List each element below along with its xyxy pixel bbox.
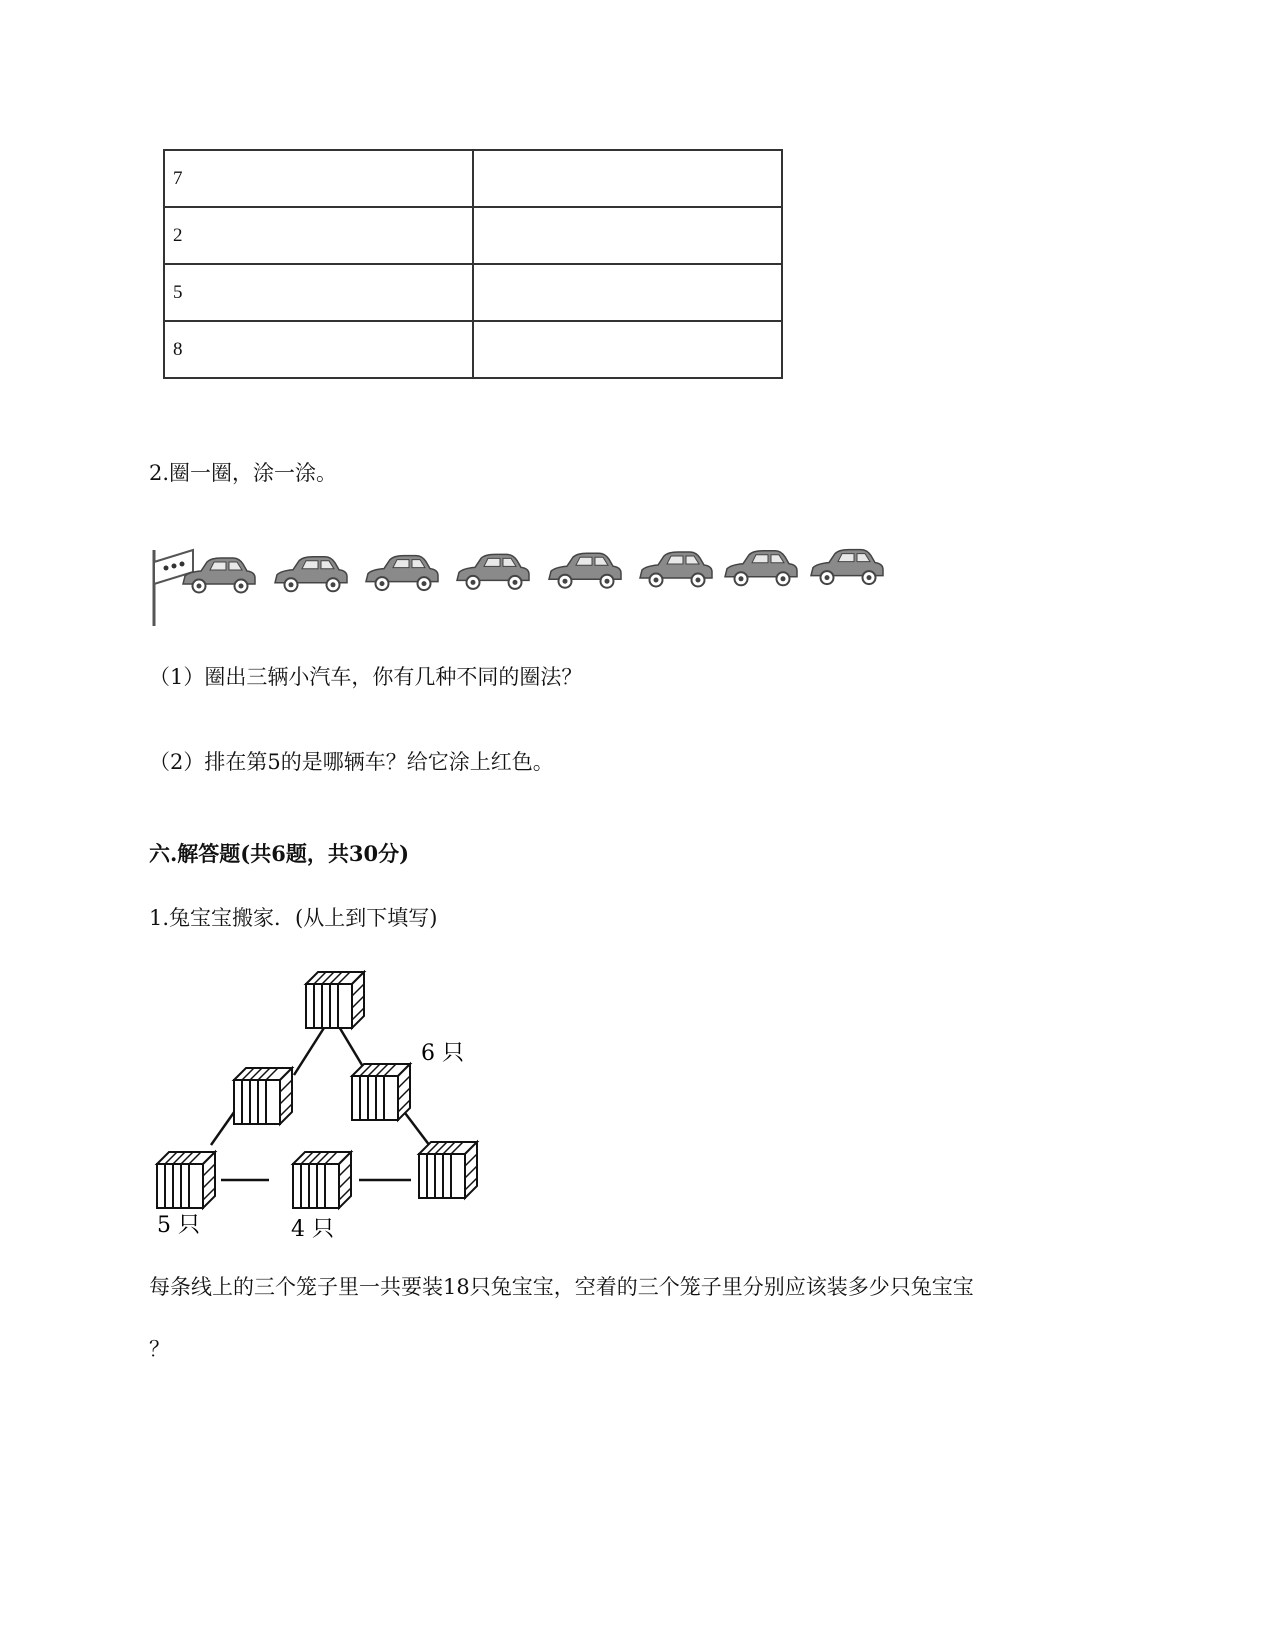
table-cell bbox=[473, 321, 782, 378]
table-cell: 7 bbox=[164, 150, 473, 207]
cage-label-bottom-left: 5 只 bbox=[157, 1213, 200, 1238]
cage-mid-left bbox=[234, 1068, 292, 1124]
cages-diagram bbox=[149, 970, 489, 1240]
question-1-text-end: ？ bbox=[149, 1337, 170, 1361]
table-cell bbox=[473, 207, 782, 264]
cage-bottom-right bbox=[419, 1142, 477, 1198]
table-row bbox=[164, 264, 782, 321]
traffic-light-icon bbox=[154, 550, 193, 626]
question-1-title: 1.兔宝宝搬家．(从上到下填写) bbox=[149, 906, 438, 930]
table-row bbox=[164, 321, 782, 378]
car-icon bbox=[811, 550, 883, 585]
table-row bbox=[164, 150, 782, 207]
number-table bbox=[163, 149, 783, 379]
car-icon bbox=[640, 552, 712, 587]
cage-mid-right bbox=[352, 1064, 410, 1120]
cage-bottom-mid bbox=[293, 1152, 351, 1208]
table-cell bbox=[473, 264, 782, 321]
cage-top bbox=[306, 972, 364, 1028]
car-icon bbox=[275, 557, 347, 592]
car-icon bbox=[366, 556, 438, 591]
cage-label-right-mid: 6 只 bbox=[421, 1041, 464, 1066]
question-2-sub1: （1）圈出三辆小汽车，你有几种不同的圈法？ bbox=[149, 665, 583, 689]
table-row bbox=[164, 207, 782, 264]
car-icon bbox=[549, 553, 621, 588]
section-heading: 六.解答题(共6题，共30分) bbox=[149, 841, 410, 866]
question-1-text: 每条线上的三个笼子里一共要装18只兔宝宝，空着的三个笼子里分别应该装多少只兔宝宝 bbox=[149, 1275, 974, 1299]
question-2-sub2: （2）排在第5的是哪辆车？给它涂上红色。 bbox=[149, 750, 554, 774]
table-cell: 5 bbox=[164, 264, 473, 321]
cage-bottom-left bbox=[157, 1152, 215, 1208]
car-icon bbox=[725, 551, 797, 586]
table-cell: 2 bbox=[164, 207, 473, 264]
table-cell: 8 bbox=[164, 321, 473, 378]
car-icon bbox=[457, 554, 529, 589]
question-2-title: 2.圈一圈，涂一涂。 bbox=[149, 461, 338, 485]
cage-label-bottom-mid: 4 只 bbox=[291, 1217, 334, 1240]
cars-illustration bbox=[149, 548, 909, 628]
table-cell bbox=[473, 150, 782, 207]
